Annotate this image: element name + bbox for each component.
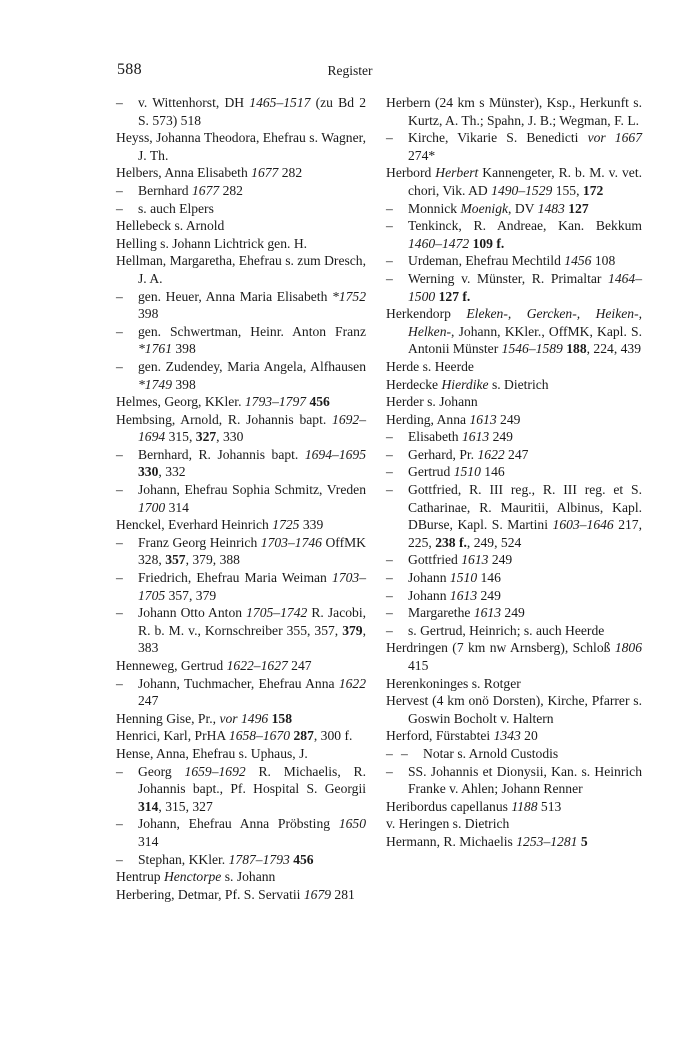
- index-text: s. Dietrich: [488, 376, 549, 392]
- index-text: Herkendorp: [386, 306, 467, 322]
- index-date: 1725: [272, 517, 300, 533]
- index-date: vor 1667: [587, 130, 642, 146]
- index-entry: [386, 763, 642, 798]
- index-page-ref: 127: [568, 200, 589, 216]
- index-text: , Johann, KKler., OffMK, Kapl. S. Antonii Münster: [408, 323, 642, 357]
- index-text: Hentrup: [116, 869, 164, 885]
- page-header: [0, 55, 700, 85]
- index-text: Urdeman, Ehefrau Mechtild: [408, 253, 565, 269]
- index-entry: [116, 886, 366, 904]
- index-date: vor 1496: [219, 710, 269, 726]
- index-entry: [116, 710, 366, 728]
- index-date: 1603–1646: [552, 517, 614, 533]
- index-date: 1622: [338, 675, 366, 691]
- index-entry: [386, 639, 642, 674]
- index-date: 1692–1694: [138, 411, 366, 445]
- index-date: *1752: [332, 288, 366, 304]
- index-date: 1677: [251, 165, 279, 181]
- index-text: Johann, Ehefrau Sophia Schmitz, Vreden: [138, 482, 366, 498]
- index-text: Johann, Ehefrau Anna Pröbsting: [138, 816, 339, 832]
- index-entry: [386, 376, 642, 394]
- index-dash: –: [116, 851, 123, 867]
- index-dash: –: [116, 534, 123, 550]
- index-text: Johann, Tuchmacher, Ehefrau Anna: [138, 675, 339, 691]
- index-date: 1613: [469, 411, 497, 427]
- index-dash: –: [116, 570, 123, 586]
- index-entry: [116, 393, 366, 411]
- index-text: , 224, 439: [586, 341, 641, 357]
- index-dash: –: [386, 622, 393, 638]
- index-text: 146: [480, 464, 505, 480]
- index-text: Georg: [138, 763, 185, 779]
- index-entry: [116, 675, 366, 710]
- index-entry: [116, 604, 366, 657]
- index-text: OffMK 328,: [138, 534, 366, 568]
- index-text: , 249, 524: [466, 534, 522, 550]
- index-date: *1761: [138, 341, 172, 357]
- index-text: 249: [489, 429, 513, 445]
- index-date: Hierdike: [441, 376, 489, 392]
- index-text: Gottfried: [408, 552, 462, 568]
- index-date: 1456: [564, 253, 592, 269]
- index-entry: [386, 305, 642, 358]
- index-text: 398: [138, 306, 159, 322]
- index-entry: [116, 217, 366, 235]
- index-text: Heyss, Johanna Theodora, Ehefrau s. Wagner, J. Th.: [116, 130, 366, 163]
- index-text: 247: [138, 693, 159, 709]
- index-entry: [386, 446, 642, 464]
- index-entry: [386, 587, 642, 605]
- index-text: , 383: [138, 622, 366, 656]
- index-entry: [116, 868, 366, 886]
- index-text: Hellebeck s. Arnold: [116, 218, 225, 234]
- index-column-left: [116, 94, 366, 903]
- index-dash: –: [386, 745, 393, 761]
- index-entry: [386, 164, 642, 199]
- index-text: Franz Georg Heinrich: [138, 534, 261, 550]
- index-text: Herford, Fürstabtei: [386, 728, 494, 744]
- index-page-ref: 188: [566, 341, 587, 357]
- index-dash: –: [116, 358, 123, 374]
- index-dash: –: [116, 95, 123, 110]
- index-entry: [116, 763, 366, 816]
- index-entry: [386, 411, 642, 429]
- index-date: 1679: [303, 886, 332, 902]
- index-text: Hervest (4 km onö Dorsten), Kirche, Pfarrer s. Goswin Bocholt v. Haltern: [386, 693, 642, 726]
- index-text: Herbern (24 km s Münster), Ksp., Herkunft s. Kurtz, A. Th.; Spahn, J. B.; Wegman, F. L.: [386, 95, 642, 128]
- index-page-ref: 357: [165, 552, 186, 568]
- index-entry: [386, 129, 642, 164]
- index-text: Herdringen (7 km nw Arnsberg), Schloß: [386, 640, 615, 656]
- index-date: 1705–1742: [246, 605, 308, 621]
- index-column-right: [386, 94, 642, 851]
- index-text: Gerhard, Pr.: [408, 446, 478, 462]
- index-text: Gertrud: [408, 464, 454, 480]
- index-entry: [116, 481, 366, 516]
- index-text: Stephan, KKler.: [138, 851, 229, 867]
- index-text: v. Heringen s. Dietrich: [386, 816, 510, 832]
- index-entry: [386, 358, 642, 376]
- index-entry: [386, 798, 642, 816]
- index-entry: [386, 745, 642, 763]
- index-text: Bernhard: [138, 182, 192, 198]
- index-entry: [116, 358, 366, 393]
- index-date: 1464–1500: [408, 270, 642, 304]
- index-text: 274*: [408, 147, 436, 163]
- index-entry: [116, 446, 366, 481]
- index-entry: [386, 200, 642, 218]
- index-text: gen. Schwertman, Heinr. Anton Franz: [138, 323, 366, 339]
- index-text: Herde s. Heerde: [386, 358, 474, 374]
- index-page-ref: 287: [293, 728, 314, 744]
- index-entry: [116, 851, 366, 869]
- index-page-ref: 127 f.: [438, 288, 471, 304]
- index-text: R. Jacobi, R. b. M. v., Kornschreiber 355, 357,: [138, 605, 367, 638]
- index-entry: [116, 534, 366, 569]
- index-date: 1703–1746: [260, 534, 322, 550]
- index-text: Hense, Anna, Ehefrau s. Uphaus, J.: [116, 745, 308, 761]
- index-date: 1613: [449, 587, 478, 603]
- index-entry: [386, 604, 642, 622]
- index-text: Hermann, R. Michaelis: [386, 833, 517, 849]
- index-text: 513: [537, 798, 562, 814]
- index-dash: –: [386, 270, 393, 286]
- index-text: , 300 f.: [313, 728, 353, 744]
- index-entry: [386, 463, 642, 481]
- index-entry: [116, 164, 366, 182]
- index-entry: [386, 569, 642, 587]
- index-text: R. Michaelis, R. Johannis bapt., Pf. Hospital S. Georgii: [138, 763, 366, 797]
- index-text: gen. Zudendey, Maria Angela, Alfhausen: [138, 358, 366, 374]
- index-dash: –: [386, 552, 393, 568]
- index-dash: –: [386, 763, 393, 779]
- index-date: 1510: [449, 570, 478, 586]
- index-text: Henrici, Karl, PrHA: [116, 728, 229, 744]
- index-date: 1483: [537, 200, 565, 216]
- index-text: Kirche, Vikarie S. Benedicti: [408, 130, 588, 146]
- index-date: 1460–1472: [408, 235, 470, 251]
- index-dash: –: [116, 323, 123, 339]
- index-text: 282: [278, 165, 303, 181]
- index-text: 217, 225,: [408, 517, 642, 550]
- index-date: 1613: [473, 605, 501, 621]
- index-text: , 379, 388: [185, 552, 240, 568]
- index-page-ref: 109 f.: [472, 235, 505, 251]
- index-page-ref: 456: [309, 394, 330, 410]
- index-text: 146: [477, 570, 501, 586]
- index-date: Henctorpe: [163, 869, 222, 885]
- index-text: Margarethe: [408, 605, 474, 621]
- index-date: 1613: [461, 429, 490, 445]
- index-text: 282: [219, 182, 243, 198]
- index-text: Friedrich, Ehefrau Maria Weiman: [138, 570, 333, 586]
- index-text: Herder s. Johann: [386, 394, 478, 410]
- page-number: 588: [117, 61, 142, 78]
- index-date: 1188: [511, 798, 538, 814]
- index-dash: –: [386, 570, 393, 586]
- index-text: Gottfried, R. III reg., R. III reg. et S. Catharinae, R. Mauritii, Albinus, Kapl. DBurse, Kapl. S. Martini: [408, 482, 642, 533]
- index-text: Hembsing, Arnold, R. Johannis bapt.: [116, 411, 333, 427]
- index-text: Henneweg, Gertrud: [116, 658, 227, 673]
- index-text: Henning Gise, Pr.,: [116, 710, 220, 726]
- index-text: 20: [520, 728, 538, 744]
- index-entry: [116, 182, 366, 200]
- index-entry: [116, 745, 366, 763]
- index-dash: –: [116, 605, 123, 621]
- index-date: Moenigk: [460, 200, 509, 216]
- index-text: Johann: [408, 570, 450, 586]
- index-page-ref: 379: [342, 622, 363, 638]
- index-text: Helling s. Johann Lichtrick gen. H.: [116, 235, 308, 251]
- index-entry: [116, 129, 366, 164]
- index-dash: –: [386, 130, 393, 146]
- index-dash: –: [386, 218, 393, 234]
- index-text: Herenkoninges s. Rotger: [386, 675, 521, 691]
- index-dash: –: [401, 745, 408, 761]
- index-page-ref: 327: [195, 429, 217, 445]
- index-page-ref: 330: [138, 464, 159, 480]
- index-dash: –: [116, 675, 123, 691]
- index-page-ref: 172: [582, 182, 604, 198]
- index-text: Bernhard, R. Johannis bapt.: [138, 446, 305, 462]
- index-entry: [386, 270, 642, 305]
- index-dash: –: [116, 482, 123, 498]
- index-text: 249: [496, 411, 521, 427]
- index-text: (zu Bd 2 S. 573) 518: [138, 95, 366, 128]
- index-text: Monnick: [408, 200, 461, 216]
- index-text: 249: [477, 587, 501, 603]
- index-dash: –: [116, 816, 123, 832]
- index-date: 1700: [138, 499, 166, 515]
- index-dash: –: [116, 200, 123, 216]
- index-text: Herdecke: [386, 376, 442, 392]
- index-text: s. auch Elpers: [138, 200, 214, 216]
- index-text: Johann: [408, 587, 450, 603]
- index-text: 398: [171, 341, 196, 357]
- index-entry: [386, 815, 642, 833]
- index-entry: [386, 675, 642, 693]
- index-dash: –: [386, 429, 393, 445]
- index-date: 1787–1793: [228, 851, 290, 867]
- index-dash: –: [386, 605, 393, 621]
- index-dash: –: [386, 446, 393, 462]
- index-text: s. Johann: [221, 869, 276, 885]
- index-date: 1650: [338, 816, 366, 832]
- index-entry: [116, 516, 366, 534]
- index-date: Herbert: [435, 165, 479, 181]
- index-text: Werning v. Münster, R. Primaltar: [408, 270, 609, 286]
- index-date: 1343: [493, 728, 521, 744]
- index-text: , 330: [216, 429, 244, 445]
- index-text: 108: [591, 253, 616, 269]
- index-entry: [386, 217, 642, 252]
- index-text: Notar s. Arnold Custodis: [423, 745, 559, 761]
- index-entry: [116, 288, 366, 323]
- index-text: 398: [171, 376, 196, 392]
- index-text: Heribordus capellanus: [386, 798, 512, 814]
- index-text: , DV: [508, 200, 538, 216]
- index-text: 357, 379: [165, 587, 217, 603]
- index-date: Eleken-, Gercken-, Heiken-, Helken-: [408, 306, 642, 339]
- index-text: , 332: [158, 464, 186, 480]
- index-dash: –: [116, 763, 123, 779]
- index-entry: [116, 235, 366, 253]
- index-entry: [116, 323, 366, 358]
- index-date: 1465–1517: [249, 95, 311, 110]
- index-date: *1749: [138, 376, 172, 392]
- index-text: gen. Heuer, Anna Maria Elisabeth: [138, 288, 333, 304]
- index-text: v. Wittenhorst, DH: [138, 95, 250, 110]
- index-dash: –: [386, 587, 393, 603]
- index-date: 1613: [461, 552, 489, 568]
- index-date: 1793–1797: [244, 394, 307, 410]
- index-page-ref: 456: [293, 851, 314, 867]
- index-text: 249: [501, 605, 525, 621]
- index-text: Kannengeter, R. b. M. v. vet. chori, Vik. AD: [408, 165, 642, 198]
- index-text: Helbers, Anna Elisabeth: [116, 165, 252, 181]
- index-entry: [116, 569, 366, 604]
- index-text: 314: [165, 499, 189, 515]
- index-entry: [386, 481, 642, 551]
- index-text: SS. Johannis et Dionysii, Kan. s. Heinrich Franke v. Ahlen; Johann Renner: [408, 763, 642, 797]
- index-text: Henckel, Everhard Heinrich: [116, 517, 273, 533]
- index-dash: –: [386, 464, 393, 480]
- index-page-ref: 314: [138, 798, 159, 814]
- index-date: 1806: [614, 640, 642, 656]
- index-entry: [386, 252, 642, 270]
- index-text: 247: [504, 446, 529, 462]
- index-text: s. Gertrud, Heinrich; s. auch Heerde: [408, 622, 605, 638]
- index-date: 1622–1627: [226, 658, 288, 673]
- index-entry: [116, 94, 366, 129]
- index-entry: [386, 393, 642, 411]
- index-dash: –: [116, 288, 123, 304]
- index-date: 1694–1695: [304, 446, 366, 462]
- index-entry: [386, 94, 642, 129]
- index-dash: –: [386, 200, 393, 216]
- index-page-ref: 5: [580, 833, 588, 849]
- index-text: 155,: [552, 182, 583, 198]
- index-entry: [116, 815, 366, 850]
- running-head: Register: [327, 63, 373, 78]
- index-date: 1622: [477, 446, 505, 462]
- index-entry: [386, 622, 642, 640]
- index-text: 314: [138, 833, 159, 849]
- index-dash: –: [386, 482, 393, 498]
- index-date: 1510: [453, 464, 481, 480]
- index-entry: [386, 428, 642, 446]
- index-entry: [386, 727, 642, 745]
- index-page-ref: 238 f.: [435, 534, 467, 550]
- index-entry: [116, 411, 366, 446]
- index-text: Hellman, Margaretha, Ehefrau s. zum Dresch, J. A.: [116, 253, 367, 286]
- index-date: 1490–1529: [491, 182, 553, 198]
- index-entry: [116, 727, 366, 745]
- index-entry: [386, 692, 642, 727]
- index-entry: [116, 252, 366, 287]
- index-text: 249: [488, 552, 513, 568]
- index-text: 247: [287, 658, 312, 673]
- index-text: Herbord: [386, 165, 436, 181]
- index-text: Herbering, Detmar, Pf. S. Servatii: [116, 886, 304, 902]
- index-text: 415: [408, 658, 429, 673]
- index-text: 281: [331, 886, 355, 902]
- index-entry: [116, 657, 366, 675]
- index-date: 1253–1281: [516, 833, 578, 849]
- index-text: 315,: [165, 429, 196, 445]
- index-dash: –: [386, 253, 393, 269]
- index-page-ref: 158: [271, 710, 292, 726]
- index-text: Johann Otto Anton: [138, 605, 247, 621]
- index-entry: [386, 551, 642, 569]
- index-date: 1546–1589: [501, 341, 563, 357]
- index-date: 1658–1670: [228, 728, 291, 744]
- index-text: Elisabeth: [408, 429, 462, 445]
- index-date: 1703–1705: [138, 570, 366, 603]
- index-text: Herding, Anna: [386, 411, 470, 427]
- index-text: , 315, 327: [158, 798, 213, 814]
- index-dash: –: [116, 446, 123, 462]
- index-date: 1659–1692: [184, 763, 246, 779]
- index-date: 1677: [191, 182, 220, 198]
- index-text: Helmes, Georg, KKler.: [116, 394, 245, 410]
- index-dash: –: [116, 182, 123, 198]
- index-entry: [386, 833, 642, 851]
- index-text: 339: [299, 517, 324, 533]
- index-text: Tenkinck, R. Andreae, Kan. Bekkum: [408, 218, 642, 234]
- index-entry: [116, 200, 366, 218]
